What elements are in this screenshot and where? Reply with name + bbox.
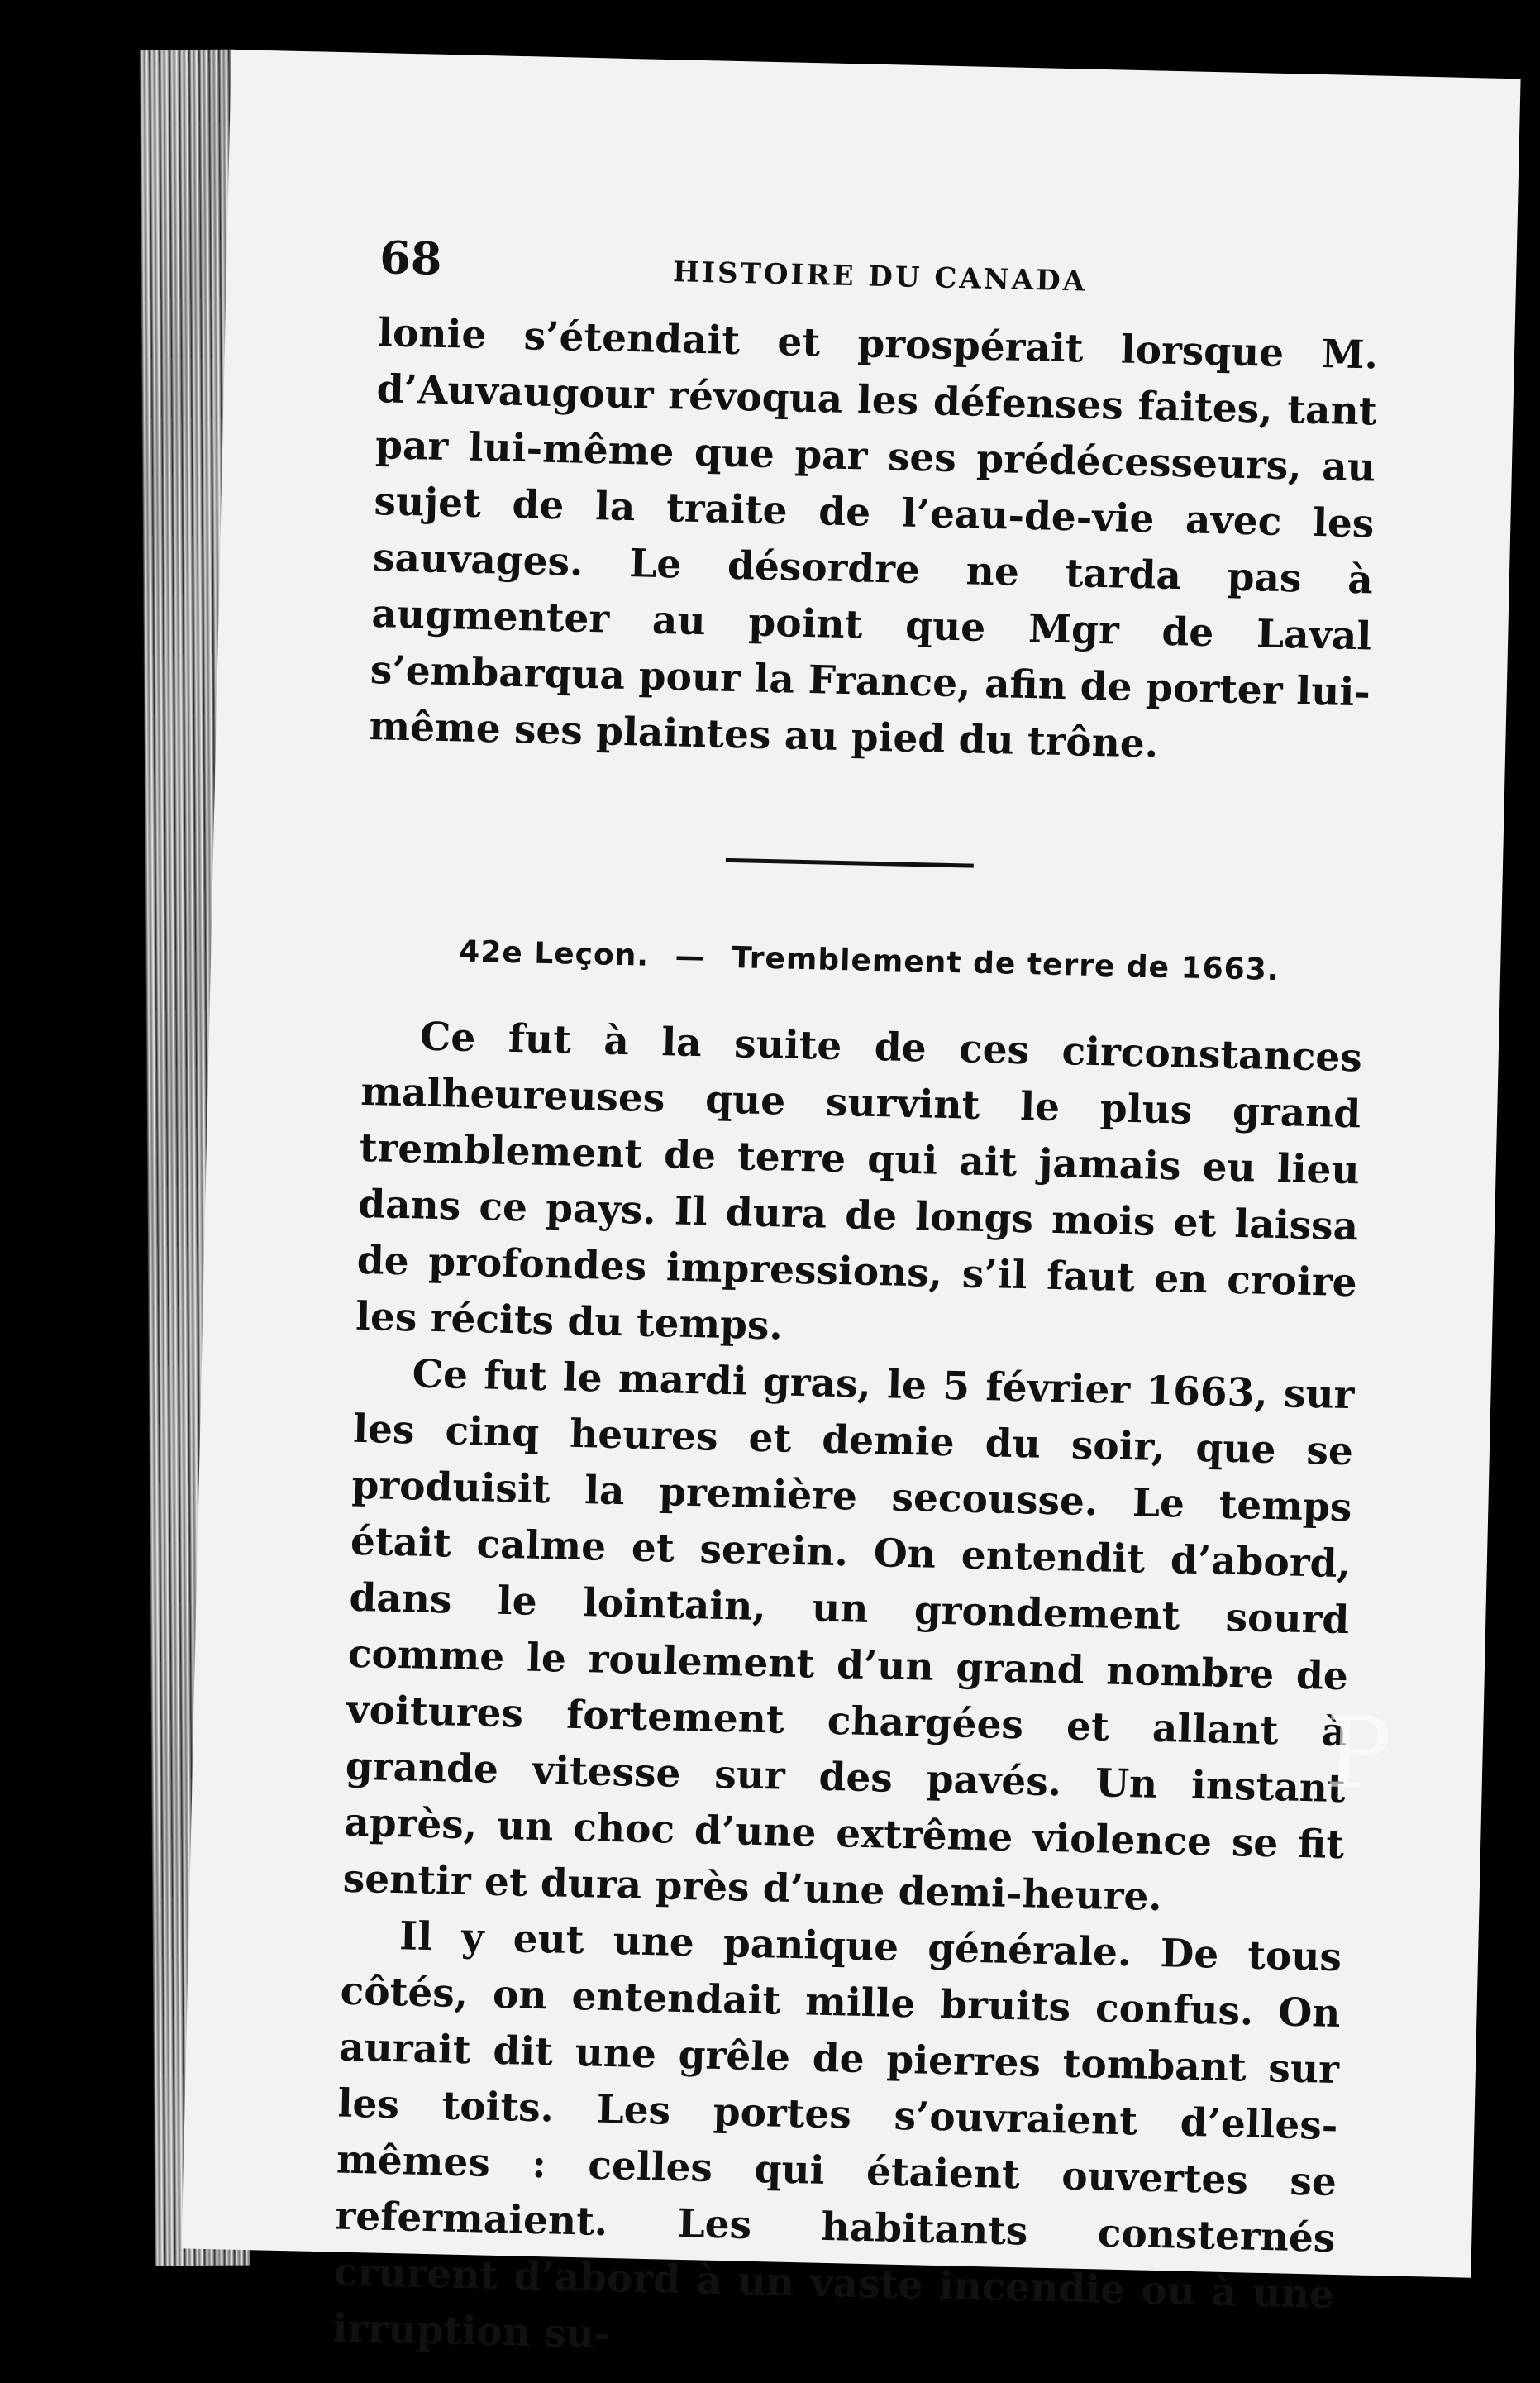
lesson-title: Tremblement de terre de 1663.	[731, 941, 1280, 988]
lesson-heading	[459, 935, 1365, 990]
paragraph: Il y eut une panique générale. De tous côtés, on entendait mille bruits confus. On aurait dit une grêle de pierres tombant sur les toits. Les portes s’ouvraient d’elles-mêmes : celles qui étaient ouvertes se refermaient. Les habitants consternés crurent d’abord à un vaste incendie ou à une irruption su-	[331, 1913, 1342, 2358]
page-number: 68	[379, 231, 443, 285]
book-page	[182, 50, 1521, 2358]
running-title: HISTOIRE DU CANADA	[672, 255, 1088, 298]
section-divider	[726, 858, 974, 868]
watermark-mark: P	[1323, 1695, 1394, 1812]
paragraph: Ce fut le mardi gras, le 5 février 1663, sur les cinq heures et demie du soir, que se produisit la première secousse. Le temps était calme et serein. On entendit d’abord, dans le lointain, un grondement sourd comme le roulement d’un grand nombre de voitures fortement chargées et allant à grande vitesse sur des pavés. Un instant après, un choc d’une extrême violence se fit sentir et dura près d’une demi-heure.	[342, 1351, 1356, 1921]
opening-paragraph: lonie s’étendait et prospérait lorsque M. d’Auvaugour révoqua les défenses faites, tant par lui-même que par ses prédécesseurs, au sujet de la traite de l’eau-de-vie avec les sauvages. Le désordre ne tarda pas à augmenter au point que Mgr de Laval s’embarqua pour la France, afin de porter lui-même ses plaintes au pied du trône.	[368, 310, 1379, 767]
lesson-number: 42e Leçon.	[458, 934, 650, 973]
paragraph: Ce fut à la suite de ces circonstances malheureuses que survint le plus grand tremblement de terre qui ait jamais eu lieu dans ce pays. Il dura de longs mois et laissa de profondes impressions, s’il faut en croire les récits du temps.	[355, 1014, 1363, 1349]
lesson-dash: —	[675, 939, 707, 975]
page-content	[332, 231, 1380, 2380]
